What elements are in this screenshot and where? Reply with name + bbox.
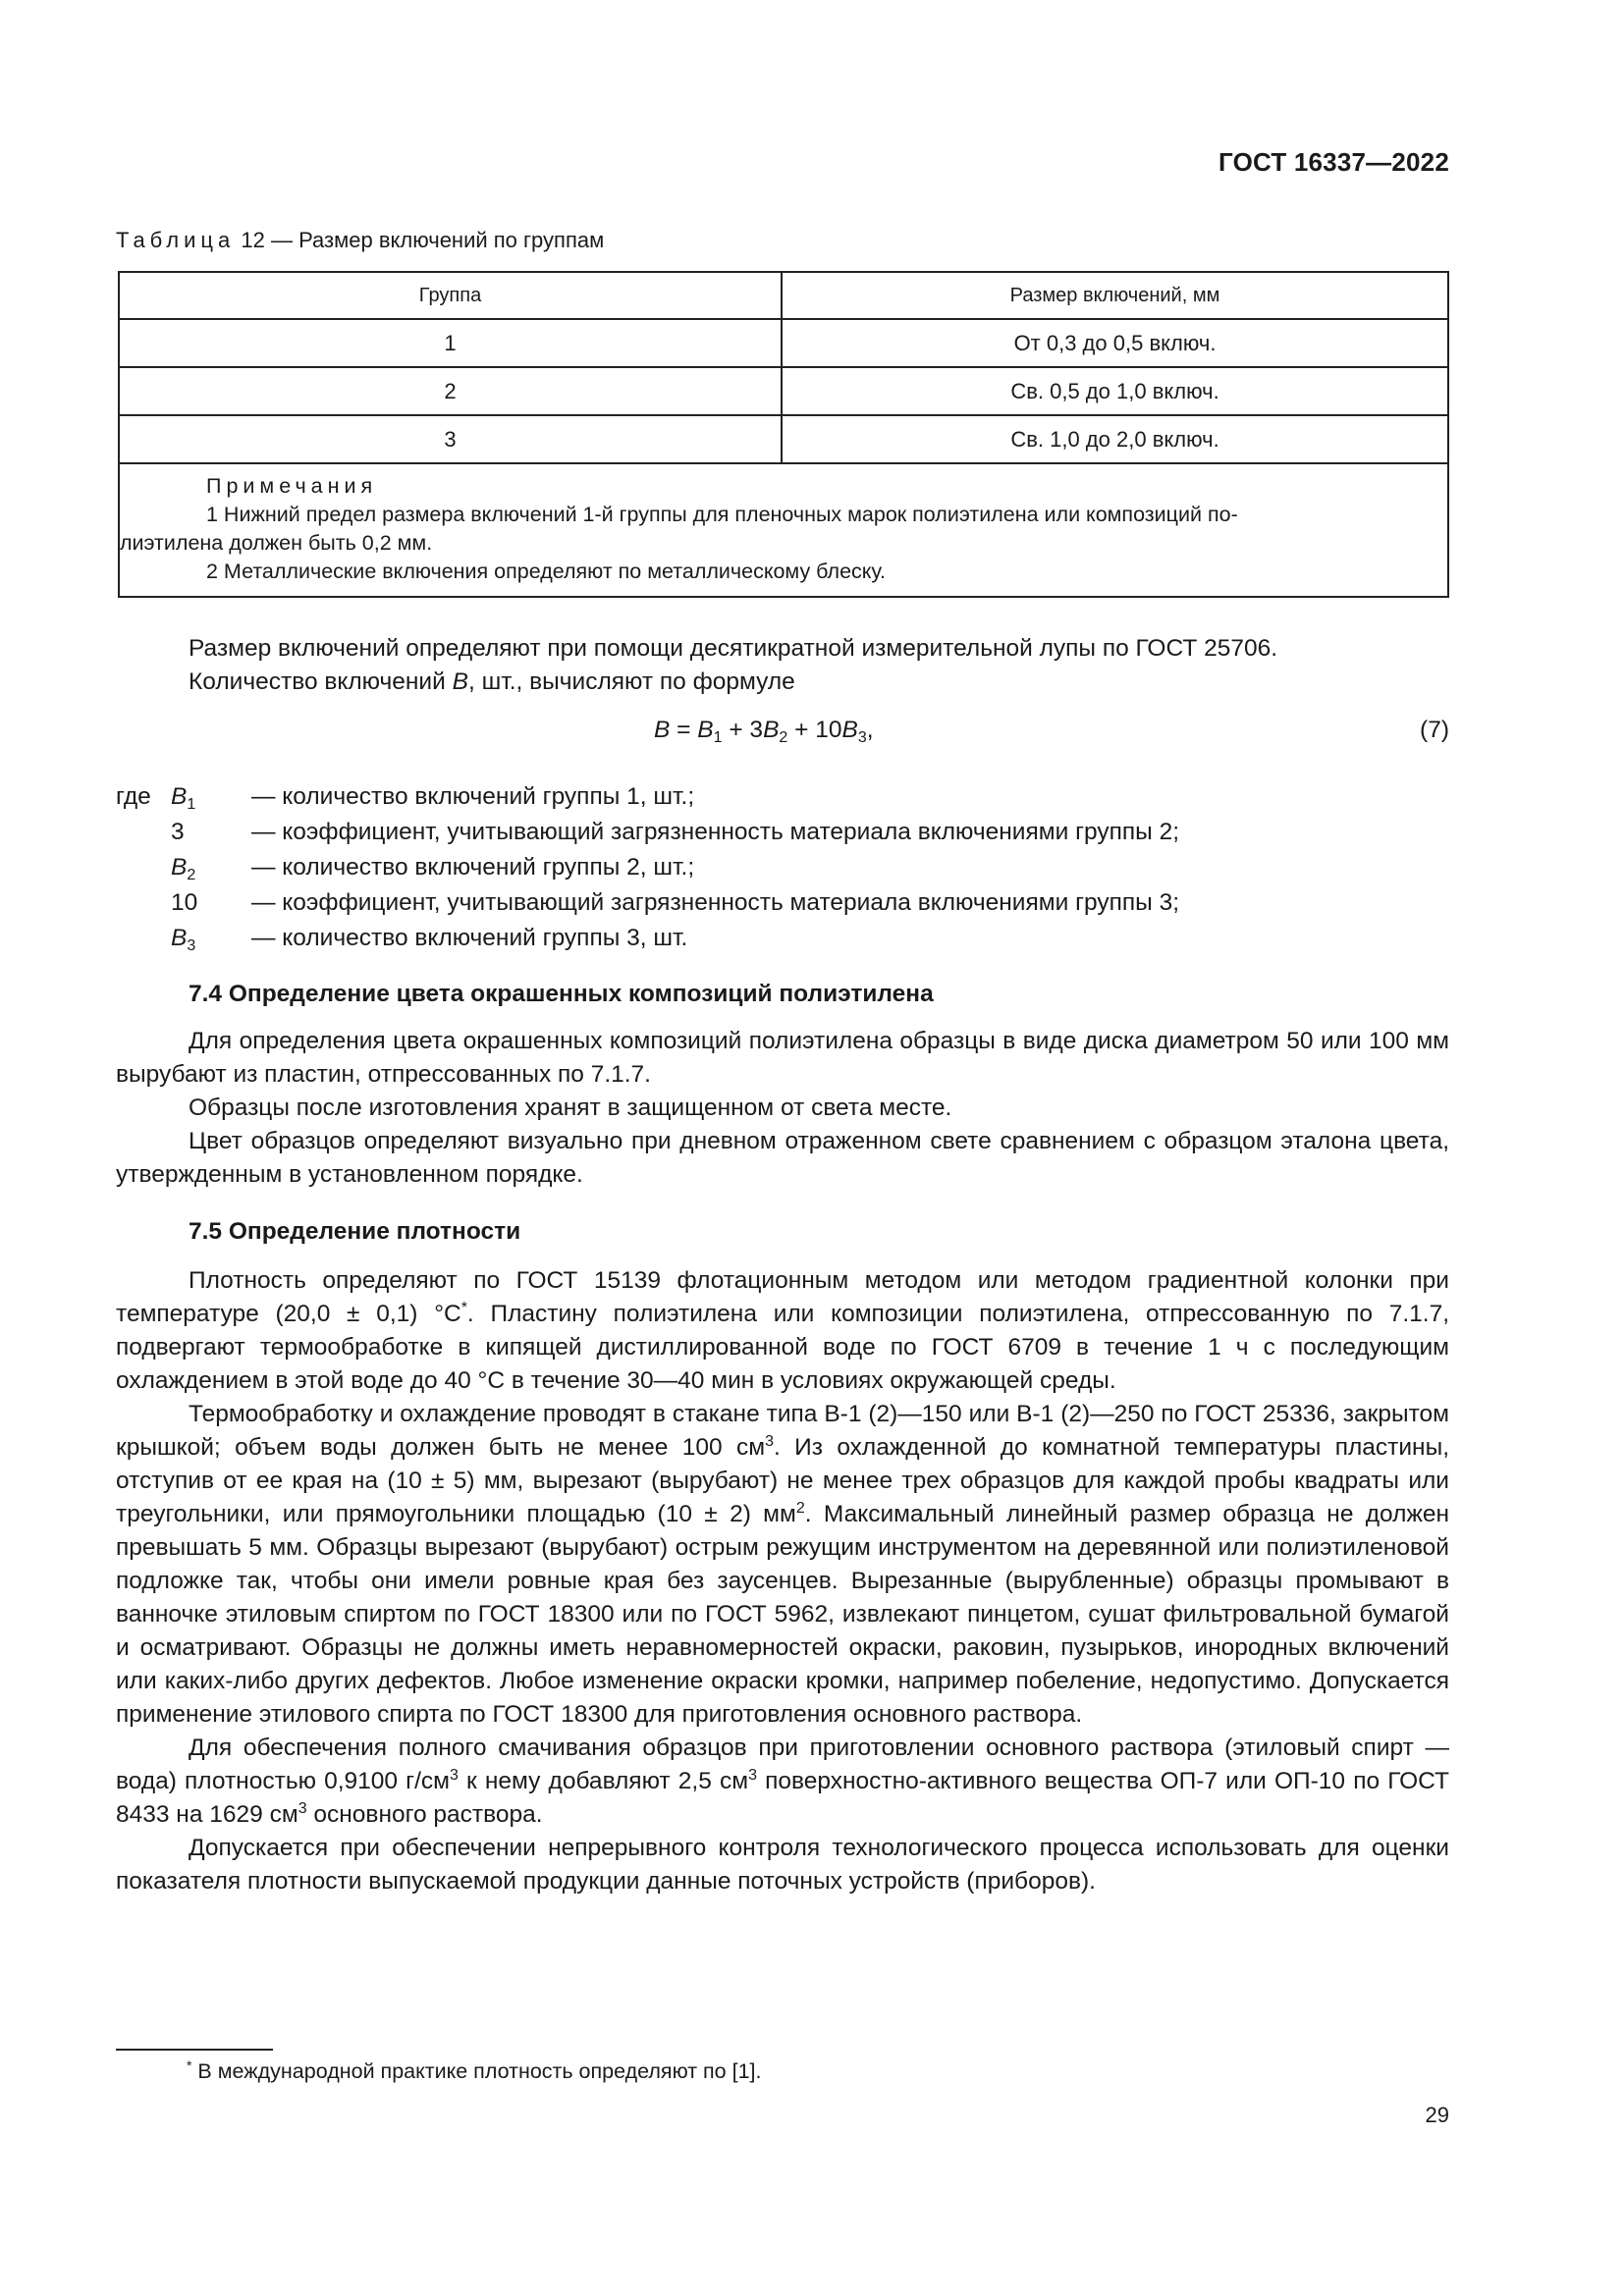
where-symbol bbox=[171, 850, 195, 885]
footnote-text: В международной практике плотность определяют по [1]. bbox=[191, 2059, 762, 2083]
text-run: Количество включений bbox=[189, 668, 453, 695]
formula-sub: 3 bbox=[857, 729, 867, 746]
superscript: 2 bbox=[795, 1500, 805, 1517]
text-run: . Пластину полиэтилена или композиции полиэтилена, отпрессованную по 7.1.7, подвергают термообработке в кипящей дистиллированной воде по ГОСТ 6709 в течение 1 ч с последующим охлаждением в этой воде до 40 °С в течение 30—40 мин в условиях окружающей среды. bbox=[116, 1301, 1449, 1394]
text-run: , шт., вычисляют по формуле bbox=[467, 668, 795, 695]
paragraph bbox=[116, 666, 1449, 699]
symbol-sub: 2 bbox=[187, 867, 196, 883]
where-list bbox=[116, 779, 1449, 956]
where-description: — количество включений группы 2, шт.; bbox=[251, 854, 695, 881]
where-item bbox=[116, 850, 1449, 885]
where-description: — количество включений группы 3, шт. bbox=[251, 925, 688, 951]
symbol-sub: 3 bbox=[187, 937, 196, 954]
section-heading: 7.5 Определение плотности bbox=[189, 1218, 521, 1245]
formula-op: + 3 bbox=[722, 717, 764, 743]
text-run: к нему добавляют 2,5 см bbox=[458, 1768, 749, 1794]
footnote-ref: * bbox=[460, 1300, 467, 1316]
superscript: 3 bbox=[748, 1767, 757, 1784]
paragraph: Образцы после изготовления хранят в защищенном от света месте. bbox=[189, 1095, 952, 1121]
symbol-letter: B bbox=[171, 925, 188, 951]
table-cell-group: 1 bbox=[119, 319, 782, 367]
table-row bbox=[119, 319, 1448, 367]
inclusions-table bbox=[118, 271, 1449, 598]
text-run: Плотность определяют по ГОСТ 15139 флотационным методом или методом градиентной колонки при температуре (20,0 ± 0,1) °С bbox=[116, 1267, 1449, 1327]
text-run: . Из охлажденной до комнатной температуры пластины, отступив от ее края на (10 ± 5) мм, вырезают (вырубают) не менее трех образцов для каждой пробы квадраты или треугольники, или прямоугольники площадью (10 ± 2) мм bbox=[116, 1434, 1449, 1527]
table-header-row bbox=[119, 272, 1448, 319]
text-run: основного раствора. bbox=[306, 1801, 543, 1828]
note-1-line-1: 1 Нижний предел размера включений 1-й группы для пленочных марок полиэтилена или композиций по- bbox=[206, 503, 1238, 526]
symbol-number: 10 bbox=[171, 889, 198, 916]
formula-number: (7) bbox=[1420, 717, 1449, 743]
table-row bbox=[119, 367, 1448, 415]
footnote-divider bbox=[116, 2049, 273, 2051]
where-item bbox=[116, 921, 1449, 956]
table-notes-row bbox=[119, 463, 1448, 597]
where-symbol bbox=[171, 779, 195, 815]
page-number: 29 bbox=[1425, 2103, 1449, 2127]
formula-term: B bbox=[763, 717, 780, 743]
symbol-number: 3 bbox=[171, 819, 185, 845]
table-cell-size: Св. 1,0 до 2,0 включ. bbox=[782, 415, 1448, 463]
intro-text bbox=[116, 632, 1449, 699]
notes-title: Примечания bbox=[206, 474, 378, 498]
document-id: ГОСТ 16337—2022 bbox=[1218, 147, 1449, 177]
table-caption-word: Таблица bbox=[116, 228, 236, 252]
table-caption bbox=[116, 228, 604, 253]
where-item bbox=[116, 815, 1449, 850]
table-caption-title: 12 — Размер включений по группам bbox=[241, 228, 605, 252]
table-notes bbox=[119, 463, 1448, 597]
text-run: . Максимальный линейный размер образца не должен превышать 5 мм. Образцы вырезают (вырубают) острым режущим инструментом на деревянной или полиэтиленовой подложке так, чтобы они имели ровные края без заусенцев. Вырезанные (вырубленные) образцы промывают в ванночке этиловым спиртом по ГОСТ 18300 или по ГОСТ 5962, извлекают пинцетом, сушат фильтровальной бумагой и осматривают. Образцы не должны иметь неравномерностей окраски, раковин, пузырьков, инородных включений или каких-либо других дефектов. Любое изменение окраски кромки, например побеление, недопустимо. Допускается применение этилового спирта по ГОСТ 18300 для приготовления основного раствора. bbox=[116, 1501, 1449, 1728]
symbol-letter: B bbox=[171, 783, 188, 810]
paragraph: Размер включений определяют при помощи десятикратной измерительной лупы по ГОСТ 25706. bbox=[189, 635, 1278, 662]
where-description: — коэффициент, учитывающий загрязненность материала включениями группы 3; bbox=[251, 889, 1179, 916]
superscript: 3 bbox=[450, 1767, 459, 1784]
where-symbol bbox=[171, 921, 195, 956]
where-prefix: где bbox=[116, 783, 151, 810]
superscript: 3 bbox=[765, 1433, 774, 1450]
where-description: — количество включений группы 1, шт.; bbox=[251, 783, 695, 810]
section-7-5 bbox=[116, 1215, 1449, 1898]
formula-lhs: B bbox=[654, 717, 671, 743]
paragraph: Для определения цвета окрашенных композиций полиэтилена образцы в виде диска диаметром 50 или 100 мм вырубают из пластин, отпрессованных по 7.1.7. bbox=[116, 1028, 1449, 1088]
paragraph bbox=[116, 1264, 1449, 1398]
formula-sub: 1 bbox=[713, 729, 723, 746]
text-run: Для обеспечения полного смачивания образцов при приготовлении основного раствора (этиловый спирт — вода) плотностью 0,9100 г/см bbox=[116, 1735, 1449, 1794]
column-header-size: Размер включений, мм bbox=[782, 272, 1448, 319]
table-cell-group: 2 bbox=[119, 367, 782, 415]
text-run: поверхностно-активного вещества ОП-7 или ОП-10 по ГОСТ 8433 на 1629 см bbox=[116, 1768, 1450, 1828]
table-cell-group: 3 bbox=[119, 415, 782, 463]
where-symbol bbox=[171, 885, 197, 921]
formula-eq: = bbox=[670, 717, 698, 743]
where-item bbox=[116, 885, 1449, 921]
table-cell-size: От 0,3 до 0,5 включ. bbox=[782, 319, 1448, 367]
paragraph bbox=[116, 1398, 1449, 1732]
note-1-line-2: лиэтилена должен быть 0,2 мм. bbox=[120, 531, 433, 555]
formula-term: B bbox=[697, 717, 714, 743]
note-2: 2 Металлические включения определяют по металлическому блеску. bbox=[206, 560, 886, 583]
symbol-letter: B bbox=[171, 854, 188, 881]
paragraph bbox=[116, 1732, 1449, 1832]
where-symbol bbox=[171, 815, 185, 850]
where-description: — коэффициент, учитывающий загрязненность материала включениями группы 2; bbox=[251, 819, 1179, 845]
where-item bbox=[116, 779, 1449, 815]
formula-term: B bbox=[841, 717, 858, 743]
section-heading: 7.4 Определение цвета окрашенных композиций полиэтилена bbox=[189, 981, 934, 1007]
section-7-4 bbox=[116, 978, 1449, 1192]
superscript: 3 bbox=[298, 1800, 307, 1817]
symbol-sub: 1 bbox=[187, 796, 196, 813]
column-header-group: Группа bbox=[119, 272, 782, 319]
text-run: Термообработку и охлаждение проводят в стакане типа В-1 (2)—150 или В-1 (2)—250 по ГОСТ 25336, закрытом крышкой; объем воды должен быть не менее 100 см bbox=[116, 1401, 1449, 1461]
table-cell-size: Св. 0,5 до 1,0 включ. bbox=[782, 367, 1448, 415]
variable-b: B bbox=[452, 668, 468, 695]
formula-sub: 2 bbox=[779, 729, 788, 746]
paragraph: Допускается при обеспечении непрерывного контроля технологического процесса использовать для оценки показателя плотности выпускаемой продукции данные поточных устройств (приборов). bbox=[116, 1835, 1449, 1895]
formula-row bbox=[116, 717, 1449, 756]
formula-tail: , bbox=[866, 717, 874, 743]
paragraph: Цвет образцов определяют визуально при дневном отраженном свете сравнением с образцом эталона цвета, утвержденным в установленном порядке. bbox=[116, 1128, 1449, 1188]
footnote bbox=[187, 2059, 762, 2084]
table-row bbox=[119, 415, 1448, 463]
footnote-mark: * bbox=[187, 2057, 192, 2073]
formula-op: + 10 bbox=[787, 717, 842, 743]
formula bbox=[654, 717, 874, 744]
